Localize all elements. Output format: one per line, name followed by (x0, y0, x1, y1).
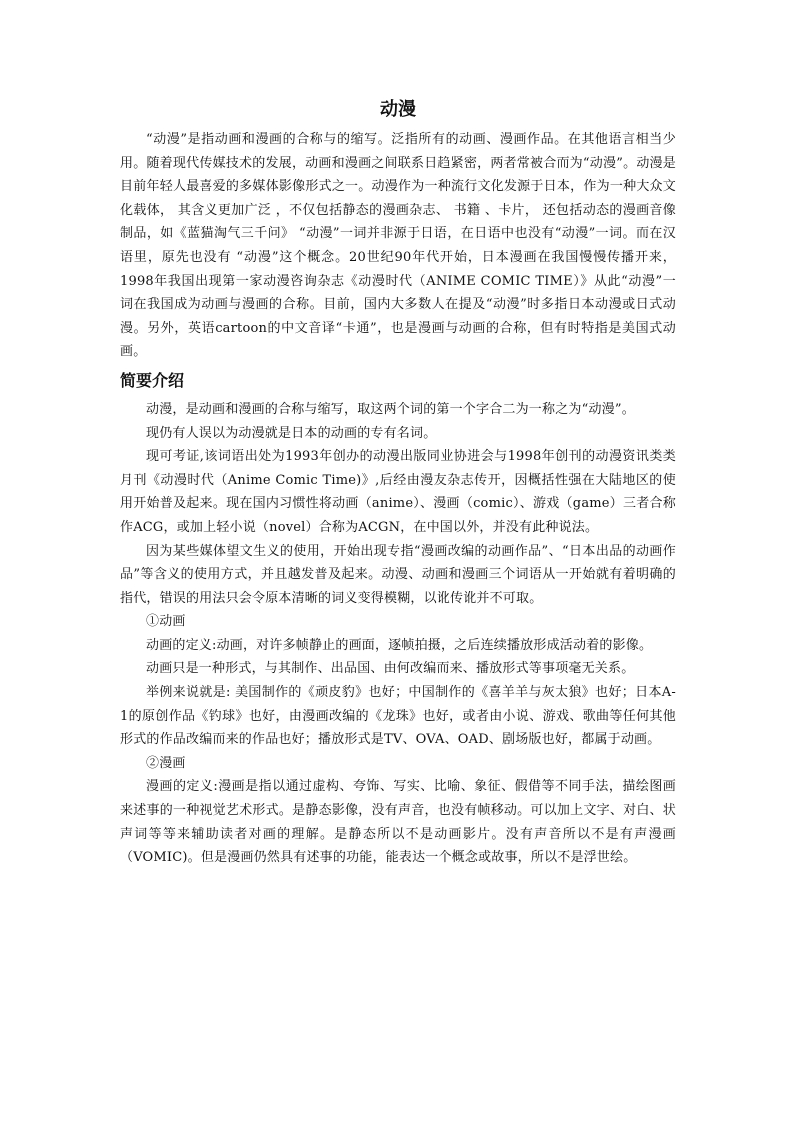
body-paragraph-animation-definition: 动画的定义:动画，对许多帧静止的画面，逐帧拍摄，之后连续播放形成活动着的影像。 (146, 637, 653, 653)
subheading-animation: ①动画 (146, 614, 186, 630)
body-paragraph-misuse: 因为某些媒体望文生义的使用，开始出现专指“漫画改编的动画作品”、“日本出品的动画作品”等含义的使用方式，并且越发普及起来。动漫、动画和漫画三个词语从一开始就有着明确的指代，错误的用法只会令原本清晰的词义变得模糊，以讹传讹并不可取。 (120, 543, 676, 606)
body-paragraph-comic-definition: 漫画的定义:漫画是指以通过虚构、夸饰、写实、比喻、象征、假借等不同手法，描绘图画来述事的一种视觉艺术形式。是静态影像，没有声音，也没有帧移动。可以加上文字、对白、状声词等等来辅助读者对画的理解。是静态所以不是动画影片。没有声音所以不是有声漫画（VOMIC)。但是漫画仍然具有述事的功能，能表达一个概念或故事，所以不是浮世绘。 (120, 779, 676, 866)
intro-paragraph: “动漫”是指动画和漫画的合称与的缩写。泛指所有的动画、漫画作品。在其他语言相当少用。随着现代传媒技术的发展，动画和漫画之间联系日趋紧密，两者常被合而为“动漫”。动漫是目前年轻人最喜爱的多媒体影像形式之一。动漫作为一种流行文化发源于日本，作为一种大众文化载体， 其含义更加广泛 ，不仅包括静态的漫画杂志、 书籍 、卡片， 还包括动态的漫画音像制品，如《蓝猫淘气三千问》 “动漫”一词并非源于日语，在日语中也没有“动漫”一词。而在汉语里，原先也没有 “动漫”这个概念。20世纪90年代开始，日本漫画在我国慢慢传播开来，1998年我国出现第一家动漫咨询杂志《动漫时代（ANIME COMIC TIME）》从此“动漫”一词在我国成为动画与漫画的合称。目前，国内大多数人在提及“动漫”时多指日本动漫或日式动漫。另外，英语cartoon的中文音译“卡通”，也是漫画与动画的合称，但有时特指是美国式动画。 (120, 132, 676, 360)
body-paragraph-animation-examples: 举例来说就是: 美国制作的《顽皮豹》也好；中国制作的《喜羊羊与灰太狼》也好；日本A-1的原创作品《钓球》也好，由漫画改编的《龙珠》也好，或者由小说、游戏、歌曲等任何其他形式的作品改编而来的作品也好；播放形式是TV、OVA、OAD、剧场版也好，都属于动画。 (120, 685, 676, 748)
subheading-comic: ②漫画 (146, 755, 186, 771)
body-paragraph-misconception: 现仍有人误以为动漫就是日本的动画的专有名词。 (146, 425, 437, 441)
document-page (120, 96, 676, 870)
body-paragraph-definition: 动漫，是动画和漫画的合称与缩写，取这两个词的第一个字合二为一称之为“动漫”。 (146, 401, 635, 417)
section-heading: 简要介绍 (120, 370, 185, 390)
body-paragraph-origin: 现可考证,该词语出处为1993年创办的动漫出版同业协进会与1998年创刊的动漫资讯类类月刊《动漫时代（Anime Comic Time)》,后经由漫友杂志传开，因概括性强在大陆地区的使用开始普及起来。现在国内习惯性将动画（anime）、漫画（comic）、游戏（game）三者合称作ACG，或加上轻小说（novel）合称为ACGN，在中国以外，并没有此种说法。 (120, 449, 676, 535)
page-title: 动漫 (380, 99, 416, 120)
body-paragraph-animation-form: 动画只是一种形式，与其制作、出品国、由何改编而来、播放形式等事项毫无关系。 (146, 661, 635, 677)
